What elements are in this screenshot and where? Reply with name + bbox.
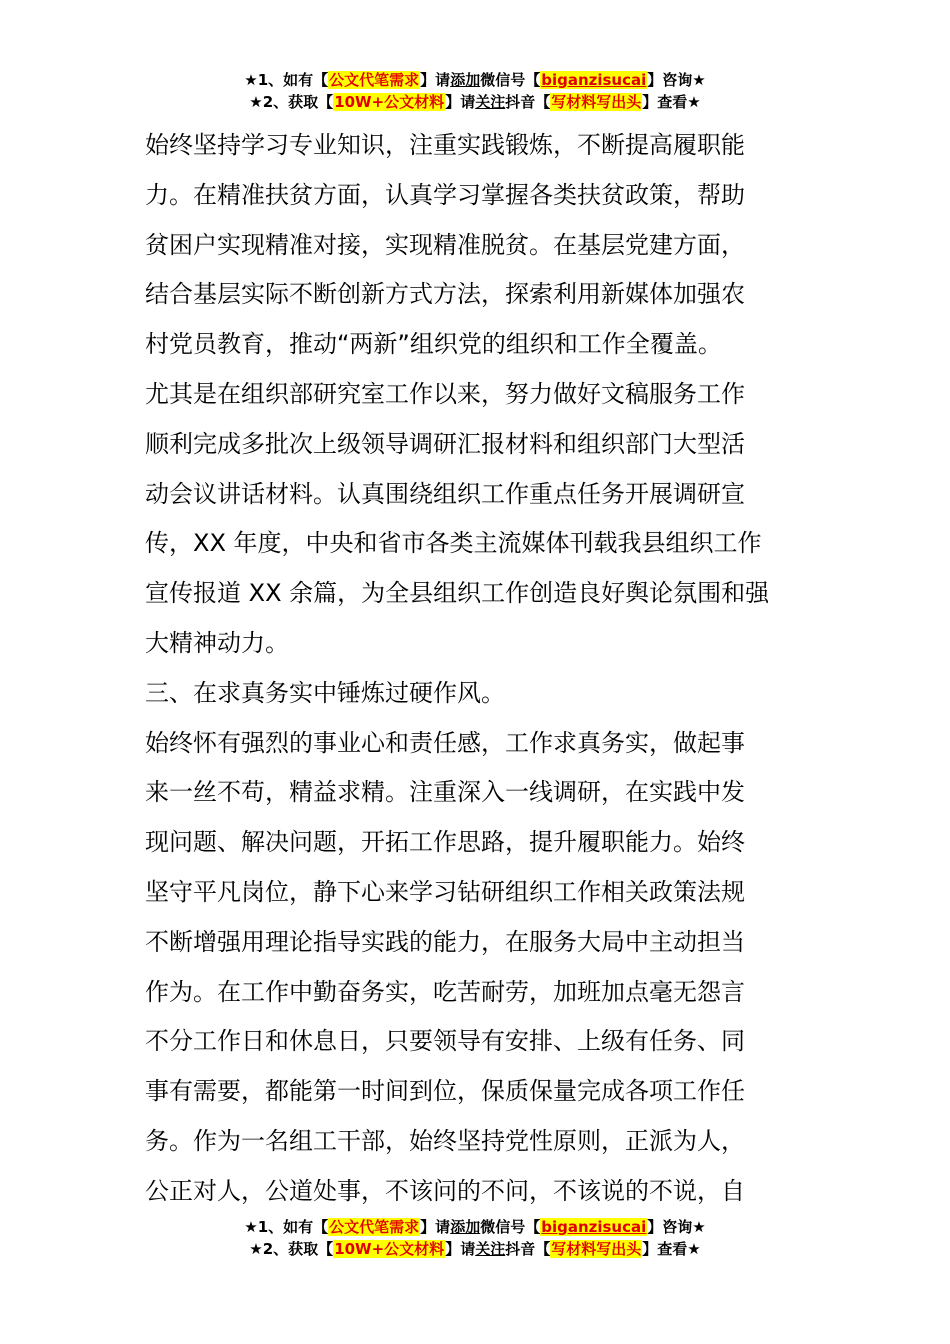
banner-text: 微信号【	[480, 1218, 541, 1236]
banner-text: 】请	[445, 93, 476, 111]
douyin-account-highlight: 写材料写出头	[551, 93, 642, 111]
body-line: 公正对人，公道处事，不该问的不问，不该说的不说，自	[145, 1176, 745, 1205]
banner-text: ★1、如有【	[244, 71, 329, 89]
body-line: 不断增强用理论指导实践的能力，在服务大局中主动担当	[145, 927, 745, 956]
body-text	[145, 121, 815, 1217]
banner-text: 】请	[420, 1218, 451, 1236]
ghostwriting-highlight: 公文代笔需求	[329, 1218, 420, 1236]
body-line: 事有需要，都能第一时间到位，保质保量完成各项工作任	[145, 1077, 745, 1106]
body-line: 大精神动力。	[145, 628, 289, 657]
body-line: 宣传报道 XX 余篇，为全县组织工作创造良好舆论氛围和强	[145, 579, 770, 608]
banner-line-1	[0, 1216, 950, 1238]
footer-banner	[0, 1216, 950, 1260]
body-line: 顺利完成多批次上级领导调研汇报材料和组织部门大型活	[145, 429, 745, 458]
wechat-id-link[interactable]: biganzisucai	[541, 71, 647, 89]
banner-text: ★1、如有【	[244, 1218, 329, 1236]
body-line: 务。作为一名组工干部，始终坚持党性原则，正派为人，	[145, 1126, 745, 1155]
add-emphasis: 添加	[450, 1218, 481, 1236]
body-line: 动会议讲话材料。认真围绕组织工作重点任务开展调研宣	[145, 479, 745, 508]
douyin-account-highlight: 写材料写出头	[551, 1240, 642, 1258]
body-line: 尤其是在组织部研究室工作以来，努力做好文稿服务工作	[145, 379, 745, 408]
banner-line-2	[0, 1238, 950, 1260]
follow-emphasis: 关注	[475, 1240, 506, 1258]
banner-text: 抖音【	[505, 93, 551, 111]
banner-line-2	[0, 91, 950, 113]
banner-text: 】咨询★	[647, 1218, 706, 1236]
ghostwriting-highlight: 公文代笔需求	[329, 71, 420, 89]
body-line: 始终怀有强烈的事业心和责任感，工作求真务实，做起事	[145, 728, 745, 757]
banner-text: 】请	[420, 71, 451, 89]
body-line: 来一丝不苟，精益求精。注重深入一线调研，在实践中发	[145, 778, 745, 807]
section-heading: 三、在求真务实中锤炼过硬作风。	[145, 678, 505, 707]
banner-text: 】咨询★	[647, 71, 706, 89]
follow-emphasis: 关注	[475, 93, 506, 111]
body-line: 作为。在工作中勤奋务实，吃苦耐劳，加班加点毫无怨言	[145, 977, 745, 1006]
body-line: 贫困户实现精准对接，实现精准脱贫。在基层党建方面，	[145, 230, 745, 259]
wechat-id-link[interactable]: biganzisucai	[541, 1218, 647, 1236]
body-line: 不分工作日和休息日，只要领导有安排、上级有任务、同	[145, 1027, 745, 1056]
body-line: 结合基层实际不断创新方式方法，探索利用新媒体加强农	[145, 280, 745, 309]
materials-highlight: 10W+公文材料	[334, 1240, 445, 1258]
banner-text: ★2、获取【	[249, 1240, 334, 1258]
add-emphasis: 添加	[450, 71, 481, 89]
body-line: 传，XX 年度，中央和省市各类主流媒体刊载我县组织工作	[145, 529, 762, 558]
banner-line-1	[0, 69, 950, 91]
body-line: 始终坚持学习专业知识，注重实践锻炼，不断提高履职能	[145, 131, 745, 159]
body-line: 现问题、解决问题，开拓工作思路，提升履职能力。始终	[145, 828, 745, 857]
banner-text: 】查看★	[642, 93, 701, 111]
materials-highlight: 10W+公文材料	[334, 93, 445, 111]
banner-text: 】查看★	[642, 1240, 701, 1258]
banner-text: ★2、获取【	[249, 93, 334, 111]
banner-text: 】请	[445, 1240, 476, 1258]
body-line: 力。在精准扶贫方面，认真学习掌握各类扶贫政策，帮助	[145, 180, 745, 209]
header-banner	[0, 69, 950, 113]
banner-text: 微信号【	[480, 71, 541, 89]
body-line: 村党员教育，推动“两新”组织党的组织和工作全覆盖。	[145, 330, 722, 359]
body-line: 坚守平凡岗位，静下心来学习钻研组织工作相关政策法规	[145, 877, 745, 906]
banner-text: 抖音【	[505, 1240, 551, 1258]
